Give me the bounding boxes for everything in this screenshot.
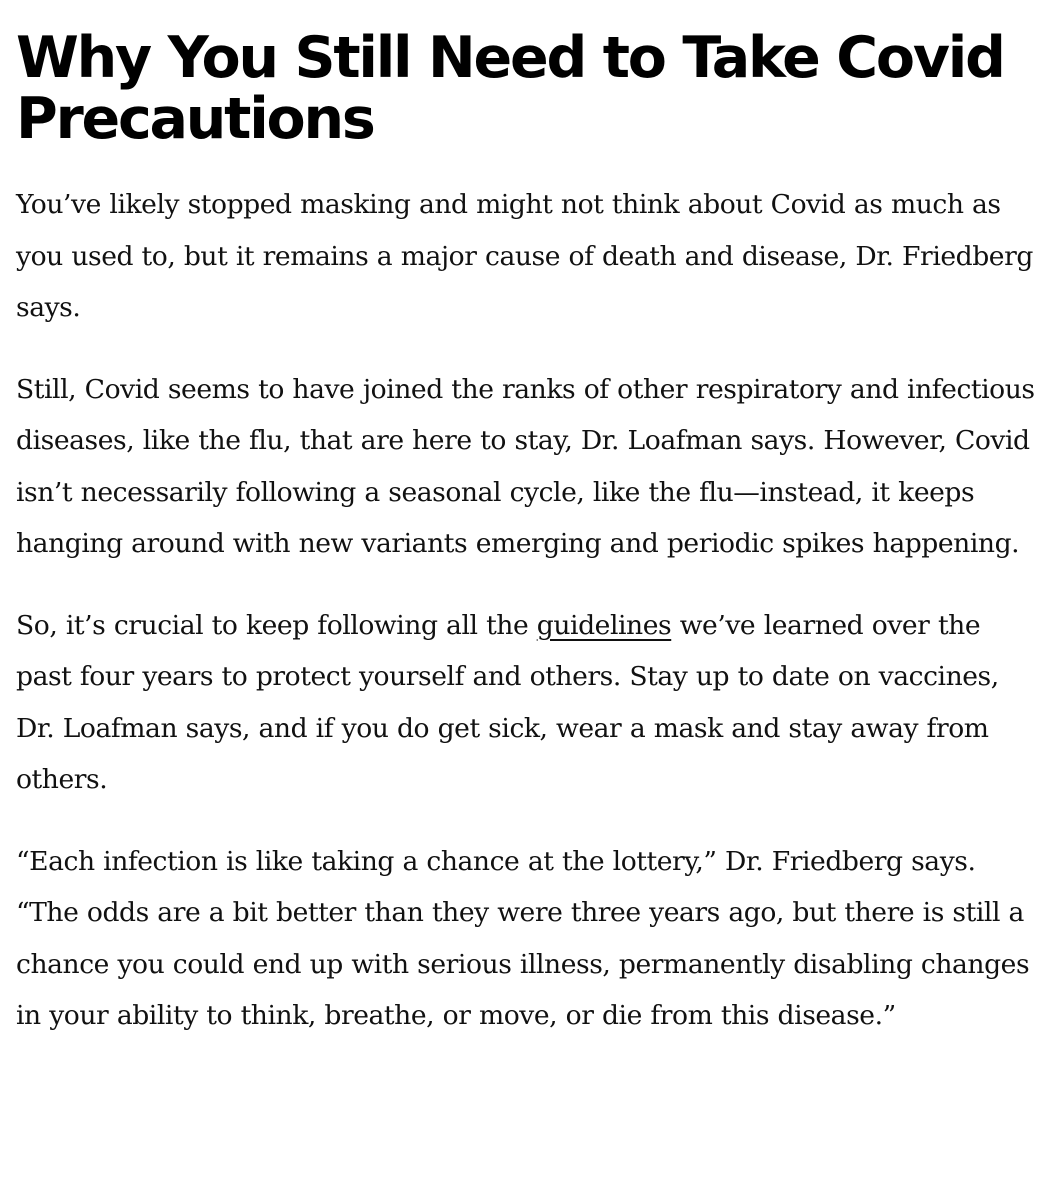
paragraph-3-text-before-link: So, it’s crucial to keep following all the (16, 609, 537, 641)
article-headline: Why You Still Need to Take Covid Precautions (16, 25, 1004, 152)
article-paragraph-3 (16, 600, 1042, 806)
article-paragraph-1: You’ve likely stopped masking and might not think about Covid as much as you used to, but it remains a major cause of death and disease, Dr. Friedberg says. (16, 189, 1033, 323)
guidelines-link[interactable]: guidelines (536, 609, 672, 641)
article-paragraph-4: “Each infection is like taking a chance at the lottery,” Dr. Friedberg says. “The odds are a bit better than they were three years ago, but there is still a chance you could end up with serious illness, permanently disabling changes in your ability to think, breathe, or move, or die from this disease.” (16, 845, 1030, 1031)
paragraph-3-text-after-link: we’ve learned over the past four years to protect yourself and others. Stay up to date on vaccines, Dr. Loafman says, and if you do get sick, wear a mask and stay away from others. (16, 609, 999, 795)
article-body (16, 25, 1042, 1042)
article-paragraph-2: Still, Covid seems to have joined the ranks of other respiratory and infectious diseases, like the flu, that are here to stay, Dr. Loafman says. However, Covid isn’t necessarily following a seasonal cycle, like the flu—instead, it keeps hanging around with new variants emerging and periodic spikes happening. (16, 373, 1035, 559)
